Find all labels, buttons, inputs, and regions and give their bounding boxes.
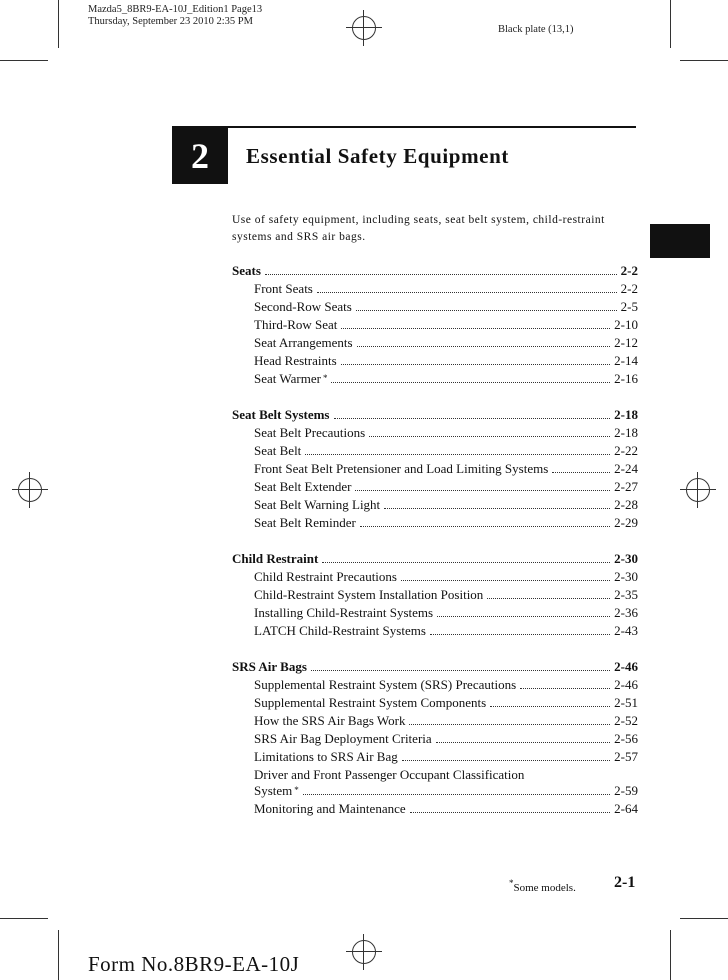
toc-item[interactable]: Seat Belt Extender 2-27	[254, 479, 638, 494]
toc-item[interactable]: Front Seats 2-2	[254, 281, 638, 296]
toc-label: Seat Belt Systems	[232, 407, 330, 422]
registration-mark-icon	[346, 934, 382, 970]
print-header	[88, 4, 262, 28]
registration-mark-icon	[346, 10, 382, 46]
toc-item[interactable]: Seat Belt Precautions 2-18	[254, 425, 638, 440]
toc-label: Child Restraint	[232, 551, 319, 566]
toc-section-seat-belt[interactable]	[232, 406, 638, 423]
toc-item-occupant-first-line[interactable]: Driver and Front Passenger Occupant Classification	[254, 767, 525, 782]
toc-page: 2-46	[614, 659, 638, 674]
toc-item[interactable]: Installing Child-Restraint Systems 2-36	[254, 605, 638, 620]
toc-label: Seats	[232, 263, 261, 278]
crop-mark	[0, 918, 48, 919]
toc-item[interactable]: Head Restraints 2-14	[254, 353, 638, 368]
toc-page: 2-30	[614, 551, 638, 566]
plate-label: Black plate (13,1)	[498, 24, 574, 35]
toc-item[interactable]: Second-Row Seats 2-5	[254, 299, 638, 314]
toc-section-child-restraint[interactable]	[232, 550, 638, 567]
crop-mark	[58, 930, 59, 980]
crop-mark	[680, 918, 728, 919]
toc-section-srs-air-bags[interactable]	[232, 658, 638, 675]
registration-mark-icon	[680, 472, 716, 508]
footnote-star-icon: *	[509, 878, 514, 888]
footnote-star-icon: *	[322, 373, 328, 383]
toc-item[interactable]: Third-Row Seat 2-10	[254, 317, 638, 332]
crop-mark	[670, 0, 671, 48]
crop-mark	[680, 60, 728, 61]
crop-mark	[58, 0, 59, 48]
toc-item[interactable]: LATCH Child-Restraint Systems 2-43	[254, 623, 638, 638]
toc-item[interactable]: Supplemental Restraint System (SRS) Precautions 2-46	[254, 677, 638, 692]
registration-mark-icon	[12, 472, 48, 508]
chapter-tab	[650, 224, 710, 258]
print-header-file: Mazda5_8BR9-EA-10J_Edition1 Page13	[88, 4, 263, 15]
toc-item[interactable]: Seat Arrangements 2-12	[254, 335, 638, 350]
page-number: 2-1	[614, 874, 636, 891]
chapter-intro: Use of safety equipment, including seats, seat belt system, child-restraint systems and SRS air bags.	[232, 214, 605, 243]
toc-item[interactable]: Seat Warmer * 2-16	[254, 371, 638, 386]
form-number: Form No.8BR9-EA-10J	[88, 952, 300, 976]
toc-item[interactable]: Supplemental Restraint System Components 2-51	[254, 695, 638, 710]
footnote: *Some models.	[509, 878, 576, 894]
toc-label: SRS Air Bags	[232, 659, 307, 674]
chapter-rule	[172, 126, 636, 128]
toc-item[interactable]: Monitoring and Maintenance 2-64	[254, 801, 638, 816]
toc-item[interactable]: Seat Belt Reminder 2-29	[254, 515, 638, 530]
toc-section-seats[interactable]	[232, 262, 638, 279]
crop-mark	[670, 930, 671, 980]
footnote-star-icon: *	[294, 785, 299, 795]
toc-item[interactable]: SRS Air Bag Deployment Criteria 2-56	[254, 731, 638, 746]
toc-item[interactable]: Limitations to SRS Air Bag 2-57	[254, 749, 638, 764]
toc-item[interactable]: Seat Belt 2-22	[254, 443, 638, 458]
chapter-title: Essential Safety Equipment	[246, 144, 509, 168]
toc-item[interactable]: Front Seat Belt Pretensioner and Load Limiting Systems 2-24	[254, 461, 638, 476]
chapter-number: 2	[172, 128, 228, 184]
toc-item[interactable]: Child Restraint Precautions 2-30	[254, 569, 638, 584]
print-header-date: Thursday, September 23 2010 2:35 PM	[88, 16, 253, 27]
toc-item[interactable]: Child-Restraint System Installation Position 2-35	[254, 587, 638, 602]
toc-page: 2-2	[620, 263, 638, 278]
toc-item[interactable]: How the SRS Air Bags Work 2-52	[254, 713, 638, 728]
toc-item-occupant[interactable]: System * 2-59	[254, 783, 638, 798]
crop-mark	[0, 60, 48, 61]
toc-page: 2-18	[614, 407, 638, 422]
toc-item[interactable]: Seat Belt Warning Light 2-28	[254, 497, 638, 512]
